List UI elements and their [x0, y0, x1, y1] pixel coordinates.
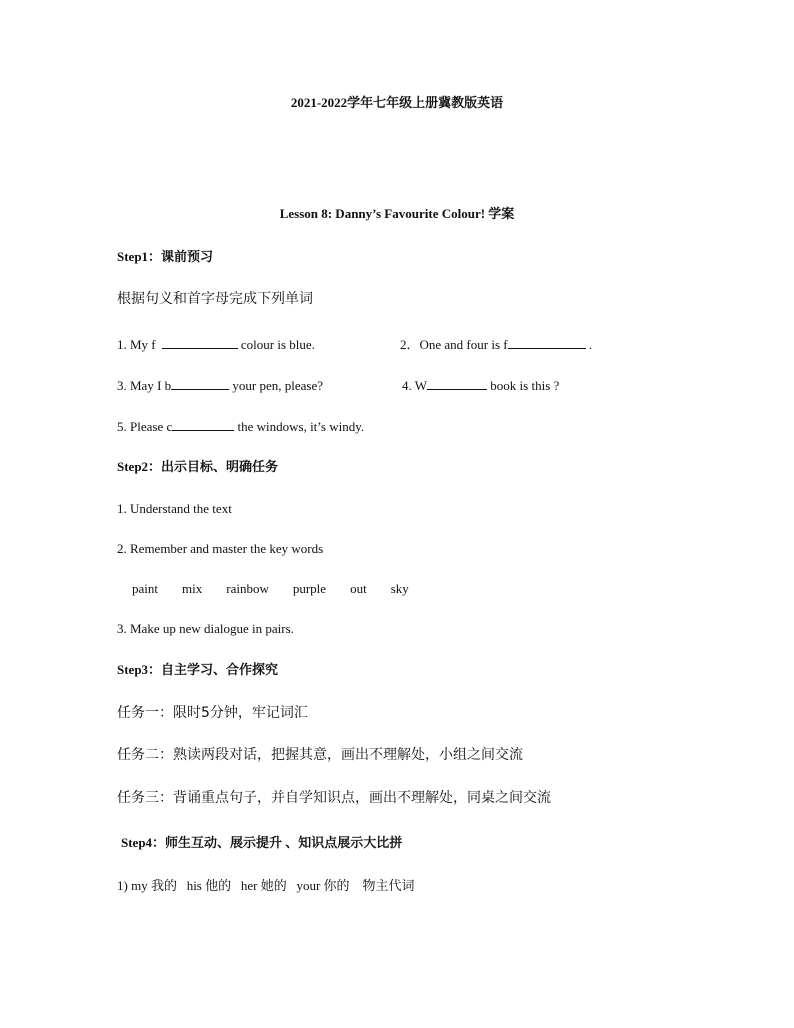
- pronoun-line: 1) my 我的 his 他的 her 她的 your 你的 物主代词: [117, 878, 415, 893]
- question-1: [117, 336, 315, 354]
- task-3: 任务三：背诵重点句子，并自学知识点，画出不理解处，同桌之间交流: [117, 790, 551, 806]
- key-words-list: [132, 580, 433, 598]
- question-3: [117, 377, 323, 395]
- goal-item-1: 1. Understand the text: [117, 501, 232, 516]
- goal-item-3: 3. Make up new dialogue in pairs.: [117, 621, 294, 636]
- key-word: mix: [182, 581, 203, 596]
- question-1-suffix: colour is blue.: [237, 337, 315, 352]
- key-word: purple: [292, 581, 327, 596]
- question-4: [402, 377, 559, 395]
- key-word: paint: [132, 581, 158, 596]
- question-5: [117, 418, 364, 436]
- question-3-suffix: your pen, please?: [229, 378, 324, 393]
- question-4-prefix: 4. W: [402, 378, 428, 393]
- key-word: rainbow: [226, 581, 269, 596]
- document-title: 2021-2022学年七年级上册冀教版英语: [290, 95, 504, 110]
- question-3-prefix: 3. May I b: [117, 378, 172, 393]
- question-2: [400, 336, 592, 354]
- step3-heading: Step3：自主学习、合作探究: [117, 662, 279, 677]
- question-1-blank[interactable]: [162, 336, 238, 349]
- key-word: out: [350, 581, 367, 596]
- lesson-title: Lesson 8: Danny’s Favourite Colour! 学案: [279, 206, 515, 221]
- question-5-suffix: the windows, it’s windy.: [234, 419, 365, 434]
- question-4-suffix: book is this ?: [487, 378, 560, 393]
- question-5-blank[interactable]: [172, 418, 234, 431]
- task-2: 任务二：熟读两段对话，把握其意，画出不理解处，小组之间交流: [117, 747, 523, 763]
- step1-heading: Step1：课前预习: [117, 249, 214, 264]
- question-4-blank[interactable]: [427, 377, 487, 390]
- question-2-prefix: 2．One and four is f: [400, 337, 508, 352]
- question-2-suffix: .: [585, 337, 593, 352]
- question-5-prefix: 5. Please c: [117, 419, 173, 434]
- question-1-prefix: 1. My f: [117, 337, 156, 352]
- goal-item-2: 2. Remember and master the key words: [117, 541, 324, 556]
- step2-heading: Step2：出示目标、明确任务: [117, 459, 279, 474]
- question-2-blank[interactable]: [508, 336, 586, 349]
- step1-instruction: 根据句义和首字母完成下列单词: [117, 291, 313, 307]
- step4-heading: Step4：师生互动、展示提升 、知识点展示大比拼: [121, 835, 403, 850]
- key-word: sky: [390, 581, 409, 596]
- task-1: 任务一：限时5分钟，牢记词汇: [117, 705, 308, 721]
- question-3-blank[interactable]: [171, 377, 229, 390]
